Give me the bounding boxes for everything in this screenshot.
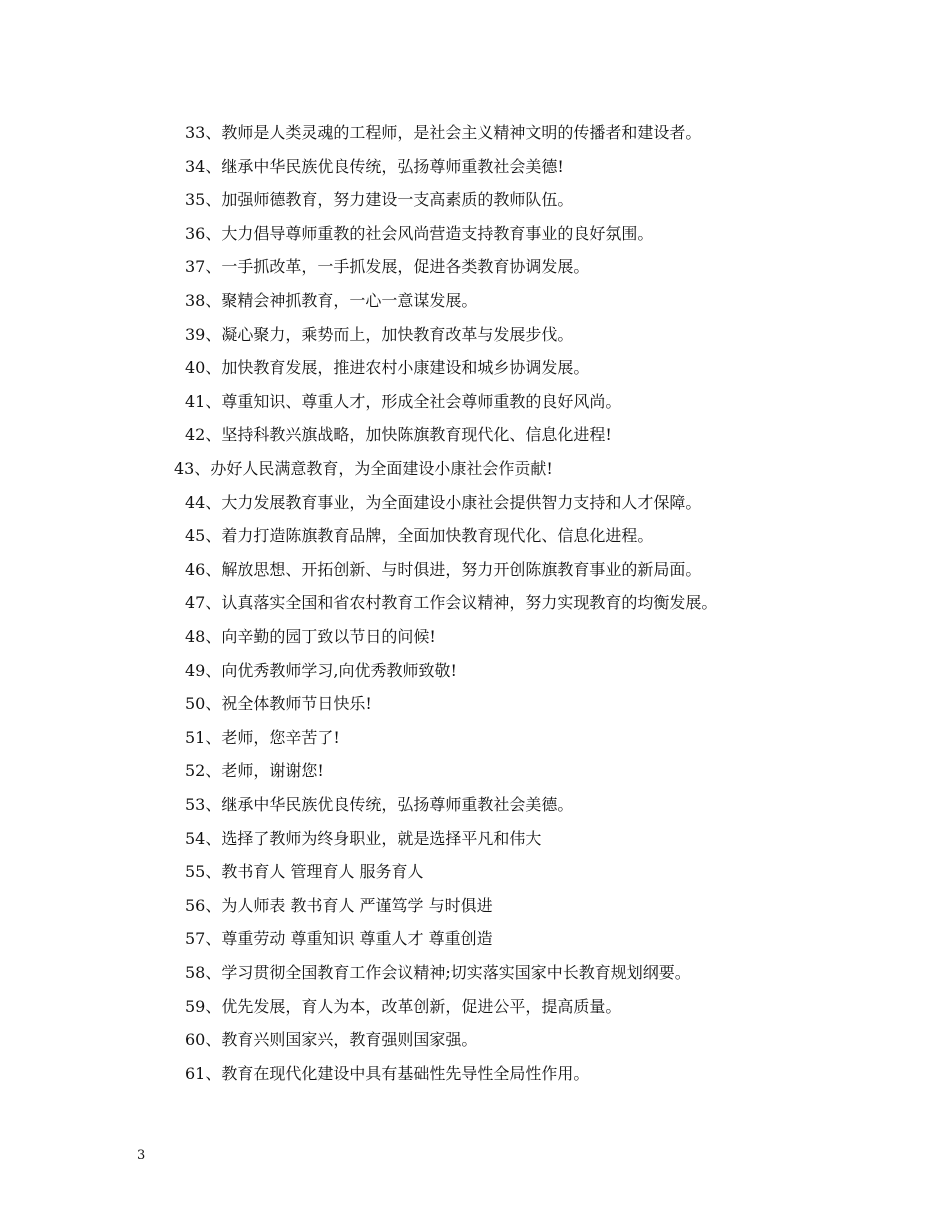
slogan-line: 33、教师是人类灵魂的工程师，是社会主义精神文明的传播者和建设者。 [185,123,702,142]
slogan-line: 56、为人师表 教书育人 严谨笃学 与时俱进 [185,896,493,915]
slogan-line: 59、优先发展，育人为本，改革创新，促进公平，提高质量。 [185,997,622,1016]
slogan-line: 61、教育在现代化建设中具有基础性先导性全局性作用。 [185,1064,590,1083]
slogan-line: 52、老师，谢谢您! [185,761,324,780]
slogan-line: 45、着力打造陈旗教育品牌，全面加快教育现代化、信息化进程。 [185,526,654,545]
slogan-line: 55、教书育人 管理育人 服务育人 [185,862,424,881]
slogan-line: 47、认真落实全国和省农村教育工作会议精神，努力实现教育的均衡发展。 [185,593,718,612]
slogan-line: 41、尊重知识、尊重人才，形成全社会尊师重教的良好风尚。 [185,392,622,411]
slogan-line: 34、继承中华民族优良传统，弘扬尊师重教社会美德! [185,157,564,176]
slogan-line: 50、祝全体教师节日快乐! [185,694,372,713]
slogan-line: 51、老师，您辛苦了! [185,728,340,747]
slogan-line: 48、向辛勤的园丁致以节日的问候! [185,627,436,646]
slogan-line: 39、凝心聚力，乘势而上，加快教育改革与发展步伐。 [185,325,574,344]
slogan-line: 54、选择了教师为终身职业，就是选择平凡和伟大 [185,829,542,848]
slogan-line: 44、大力发展教育事业，为全面建设小康社会提供智力支持和人才保障。 [185,493,702,512]
slogan-line: 43、办好人民满意教育，为全面建设小康社会作贡献! [174,459,553,478]
slogan-line: 58、学习贯彻全国教育工作会议精神;切实落实国家中长教育规划纲要。 [185,963,691,982]
slogan-line: 40、加快教育发展，推进农村小康建设和城乡协调发展。 [185,358,590,377]
slogan-line: 57、尊重劳动 尊重知识 尊重人才 尊重创造 [185,929,493,948]
slogan-line: 36、大力倡导尊师重教的社会风尚营造支持教育事业的良好氛围。 [185,224,654,243]
slogan-line: 49、向优秀教师学习,向优秀教师致敬! [185,661,457,680]
slogan-line: 60、教育兴则国家兴，教育强则国家强。 [185,1030,478,1049]
slogan-line: 53、继承中华民族优良传统，弘扬尊师重教社会美德。 [185,795,574,814]
page-number: 3 [137,1148,146,1163]
slogan-line: 37、一手抓改革，一手抓发展，促进各类教育协调发展。 [185,257,590,276]
slogan-line: 42、坚持科教兴旗战略，加快陈旗教育现代化、信息化进程! [185,425,612,444]
slogan-line: 35、加强师德教育，努力建设一支高素质的教师队伍。 [185,190,574,209]
slogan-line: 38、聚精会神抓教育，一心一意谋发展。 [185,291,478,310]
slogan-line: 46、解放思想、开拓创新、与时俱进，努力开创陈旗教育事业的新局面。 [185,560,702,579]
